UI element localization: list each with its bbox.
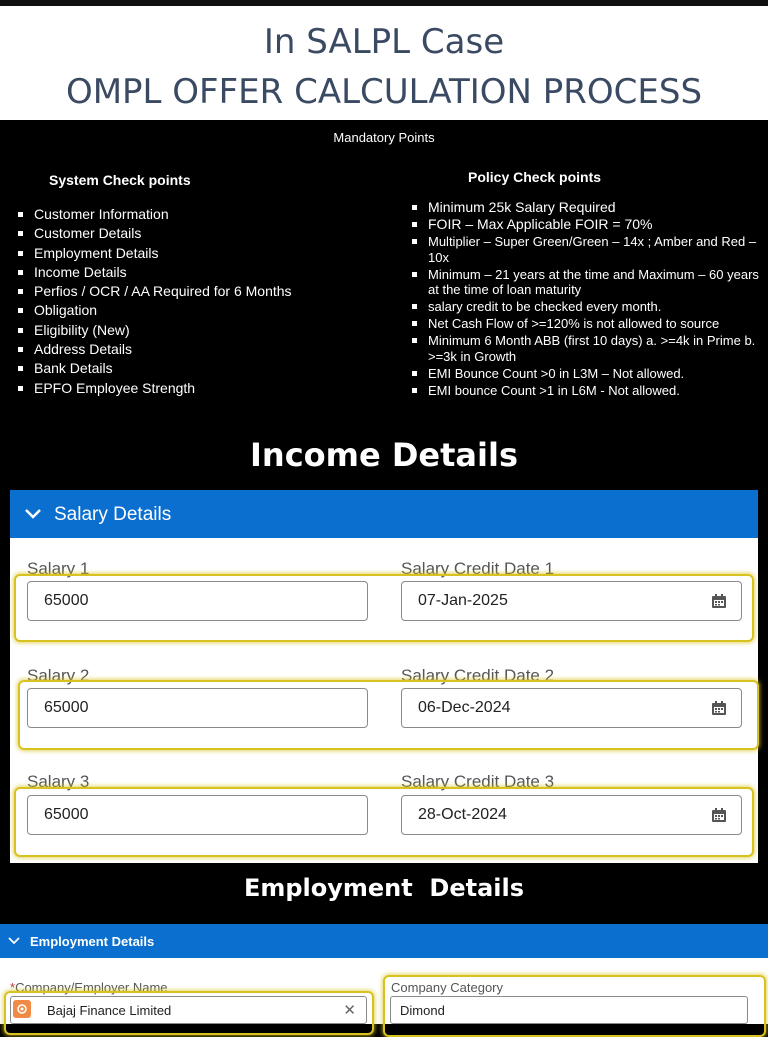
salary-3-label: Salary 3 <box>27 772 90 791</box>
list-item: Minimum – 21 years at the time and Maximum – 60 years at the time of loan maturity <box>410 267 762 298</box>
list-item: Eligibility (New) <box>16 321 376 340</box>
salary-2-input[interactable]: 65000 <box>27 688 368 728</box>
salary-3-input[interactable]: 65000 <box>27 795 368 835</box>
list-item: EPFO Employee Strength <box>16 379 376 398</box>
company-name-label <box>10 980 168 995</box>
salary-credit-date-2-input[interactable] <box>401 688 742 728</box>
list-item: Customer Details <box>16 224 376 243</box>
title-band <box>0 0 768 120</box>
income-section-title: Income Details <box>250 436 518 474</box>
list-item: FOIR – Max Applicable FOIR = 70% <box>410 217 762 233</box>
list-item: Minimum 6 Month ABB (first 10 days) a. >=4k in Prime b. >=3k in Growth <box>410 333 762 364</box>
title-line-2: OMPL OFFER CALCULATION PROCESS <box>65 72 703 112</box>
list-item: Bank Details <box>16 359 376 378</box>
salary-details-header[interactable] <box>10 490 758 538</box>
list-item: Minimum 25k Salary Required <box>410 200 762 216</box>
company-category-label: Company Category <box>391 980 503 995</box>
company-category-input[interactable] <box>390 996 748 1024</box>
salary-credit-date-3-value: 28-Oct-2024 <box>418 806 507 823</box>
salary-credit-date-1-input[interactable] <box>401 581 742 621</box>
salary-credit-date-3-input[interactable] <box>401 795 742 835</box>
employment-details-header[interactable] <box>0 924 768 958</box>
list-item: Perfios / OCR / AA Required for 6 Months <box>16 282 376 301</box>
employment-details-title: Employment Details <box>30 934 155 949</box>
calendar-icon[interactable] <box>711 701 727 716</box>
salary-credit-date-2-value: 06-Dec-2024 <box>418 699 511 716</box>
salary-1-label: Salary 1 <box>27 559 90 578</box>
salary-credit-date-1-label: Salary Credit Date 1 <box>401 559 555 578</box>
salary-details-title: Salary Details <box>54 504 172 525</box>
salary-details-panel <box>10 490 758 863</box>
policy-check-list <box>410 200 762 400</box>
salary-2-label: Salary 2 <box>27 666 90 685</box>
chevron-down-icon <box>24 508 42 520</box>
salary-1-input[interactable]: 65000 <box>27 581 368 621</box>
list-item: Net Cash Flow of >=120% is not allowed to source <box>410 316 762 332</box>
company-record-icon <box>13 1000 31 1018</box>
list-item: Employment Details <box>16 244 376 263</box>
employment-details-panel <box>0 924 768 1024</box>
system-check-heading: System Check points <box>49 172 191 188</box>
title-line-1: In SALPL Case <box>263 22 505 62</box>
system-check-list <box>16 205 376 398</box>
list-item: EMI bounce Count >1 in L6M - Not allowed. <box>410 383 762 399</box>
calendar-icon[interactable] <box>711 594 727 609</box>
company-name-label-text: Company/Employer Name <box>15 980 168 995</box>
list-item: Income Details <box>16 263 376 282</box>
list-item: Obligation <box>16 301 376 320</box>
list-item: Multiplier – Super Green/Green – 14x ; Amber and Red – 10x <box>410 234 762 265</box>
calendar-icon[interactable] <box>711 808 727 823</box>
list-item: Customer Information <box>16 205 376 224</box>
salary-credit-date-2-label: Salary Credit Date 2 <box>401 666 555 685</box>
chevron-down-icon <box>8 937 20 945</box>
list-item: EMI Bounce Count >0 in L3M – Not allowed. <box>410 366 762 382</box>
clear-icon[interactable]: ✕ <box>343 1002 356 1019</box>
mandatory-heading: Mandatory Points <box>333 130 435 145</box>
company-category-value: Dimond <box>400 1003 445 1018</box>
policy-check-heading: Policy Check points <box>468 169 602 185</box>
employment-section-title: Employment Details <box>243 874 525 902</box>
salary-credit-date-1-value: 07-Jan-2025 <box>418 592 508 609</box>
company-name-input[interactable] <box>10 996 367 1024</box>
required-mark: * <box>10 980 16 995</box>
company-name-value: Bajaj Finance Limited <box>47 1003 172 1018</box>
list-item: Address Details <box>16 340 376 359</box>
salary-credit-date-3-label: Salary Credit Date 3 <box>401 772 555 791</box>
list-item: salary credit to be checked every month. <box>410 299 762 315</box>
